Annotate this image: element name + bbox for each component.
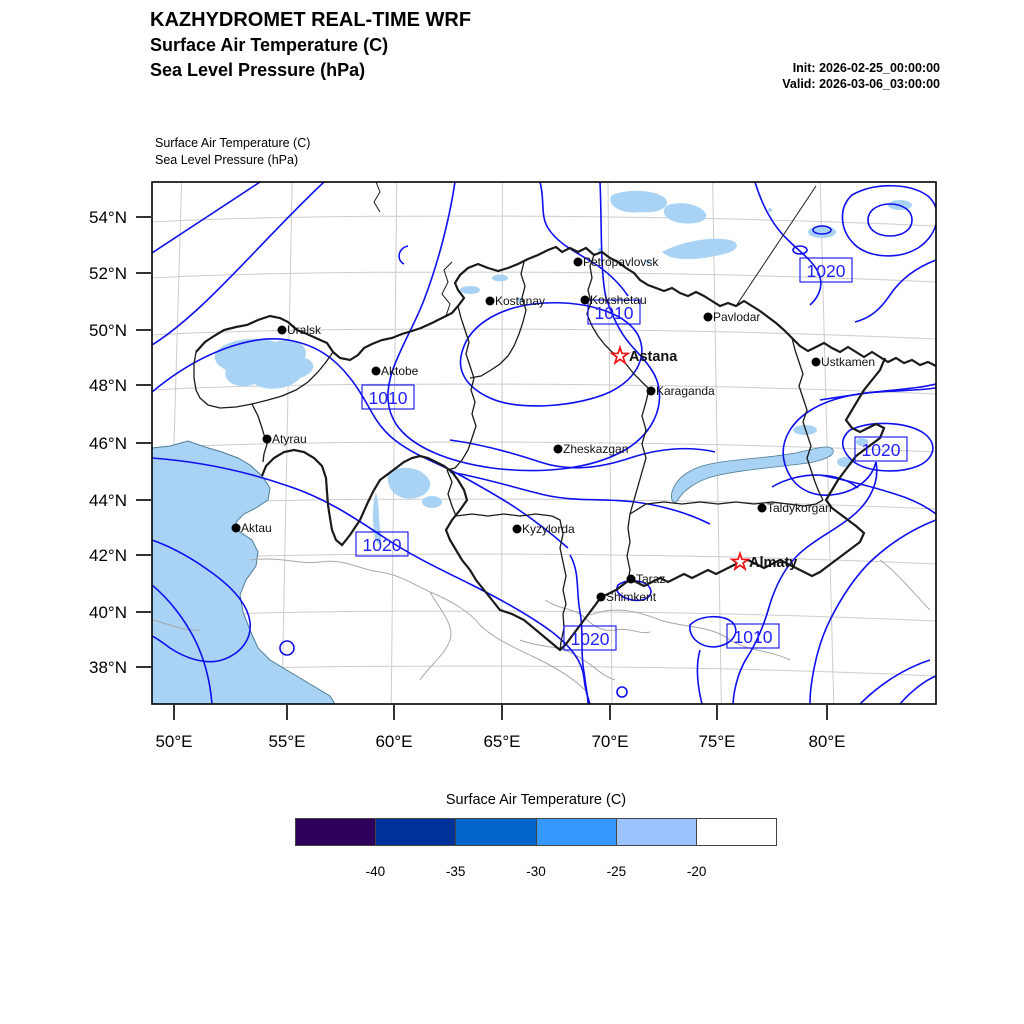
city-dot-marker	[704, 313, 713, 322]
city-label: Aktobe	[381, 364, 419, 378]
city-label: Aktau	[241, 521, 272, 535]
city-label: Kyzylorda	[522, 522, 575, 536]
city-label: Petropavlovsk	[583, 255, 659, 269]
colorbar-tick-label: -40	[365, 864, 386, 879]
city-label: Zheskazgan	[563, 442, 629, 456]
isobar-label: 1010	[368, 388, 408, 408]
lat-tick-label: 40°N	[89, 603, 127, 622]
city-dot-marker	[263, 435, 272, 444]
lon-tick-label: 55°E	[268, 732, 306, 751]
city-dot-marker	[647, 387, 656, 396]
colorbar-tick-label: -35	[445, 864, 466, 879]
colorbar-tick-label: -25	[606, 864, 627, 879]
city-dot-marker	[513, 525, 522, 534]
cold-patch-ne-1	[808, 226, 836, 238]
lat-tick-label: 42°N	[89, 546, 127, 565]
colorbar-segment	[376, 819, 456, 845]
city-label: Shimkent	[606, 590, 657, 604]
valid-time: Valid: 2026-03-06_03:00:00	[782, 77, 940, 91]
colorbar-segment	[617, 819, 697, 845]
city-dot-marker	[627, 575, 636, 584]
city-dot-marker	[812, 358, 821, 367]
city-label: Kokshetau	[590, 293, 647, 307]
city-label: Kostanay	[495, 294, 546, 308]
lon-tick-label: 60°E	[375, 732, 413, 751]
city-label: Taraz	[636, 572, 666, 586]
lon-tick-label: 80°E	[808, 732, 846, 751]
city-label: Pavlodar	[713, 310, 761, 324]
lon-tick-label: 50°E	[155, 732, 193, 751]
city-dot-marker	[554, 445, 563, 454]
isobar-label: 1020	[806, 261, 846, 281]
colorbar-title: Surface Air Temperature (C)	[445, 792, 627, 808]
isobar-label: 1020	[570, 629, 610, 649]
city-label: Karaganda	[656, 384, 715, 398]
lat-tick-label: 48°N	[89, 376, 127, 395]
city-dot-marker	[486, 297, 495, 306]
colorbar	[295, 818, 777, 846]
city-dot-marker	[278, 326, 287, 335]
title-line-2: Surface Air Temperature (C)	[150, 35, 389, 55]
city-dot-marker	[232, 524, 241, 533]
city-dot-marker	[574, 258, 583, 267]
title-line-3: Sea Level Pressure (hPa)	[150, 60, 366, 80]
lat-tick-label: 46°N	[89, 434, 127, 453]
lat-tick-label: 38°N	[89, 658, 127, 677]
city-label: Atyrau	[272, 432, 307, 446]
cold-speck	[768, 208, 772, 212]
lake-kostanay-2	[492, 275, 508, 282]
isobar-label: 1010	[594, 303, 634, 323]
colorbar-tick-label: -20	[686, 864, 707, 879]
lat-tick-label: 50°N	[89, 321, 127, 340]
map-subtitle-line-2: Sea Level Pressure (hPa)	[155, 153, 299, 167]
title-line-1: KAZHYDROMET REAL-TIME WRF	[150, 9, 472, 31]
lon-tick-label: 65°E	[483, 732, 521, 751]
map-subtitle-line-1: Surface Air Temperature (C)	[155, 136, 311, 150]
isobar-label: 1020	[861, 440, 901, 460]
aral-blob	[422, 496, 442, 508]
city-label: Uralsk	[287, 323, 322, 337]
lat-tick-label: 54°N	[89, 208, 127, 227]
lon-tick-label: 75°E	[698, 732, 736, 751]
isobar-label: 1020	[362, 535, 402, 555]
city-dot-marker	[581, 296, 590, 305]
city-dot-marker	[372, 367, 381, 376]
isobar-label: 1010	[733, 627, 773, 647]
lon-tick-label: 70°E	[591, 732, 629, 751]
lat-tick-label: 44°N	[89, 491, 127, 510]
city-label: Ustkamen	[821, 355, 876, 369]
city-dot-marker	[758, 504, 767, 513]
colorbar-segment	[697, 819, 776, 845]
colorbar-segment	[456, 819, 536, 845]
lat-tick-label: 52°N	[89, 264, 127, 283]
lake-kostanay-1	[460, 286, 480, 294]
city-dot-marker	[597, 593, 606, 602]
colorbar-tick-labels	[295, 864, 777, 884]
colorbar-tick-label: -30	[526, 864, 546, 879]
city-label: Taldykorgan	[767, 501, 832, 515]
colorbar-segment	[296, 819, 376, 845]
colorbar-segment	[537, 819, 617, 845]
city-label: Astana	[629, 349, 678, 365]
init-time: Init: 2026-02-25_00:00:00	[792, 61, 940, 75]
city-label: Almaty	[749, 555, 798, 571]
